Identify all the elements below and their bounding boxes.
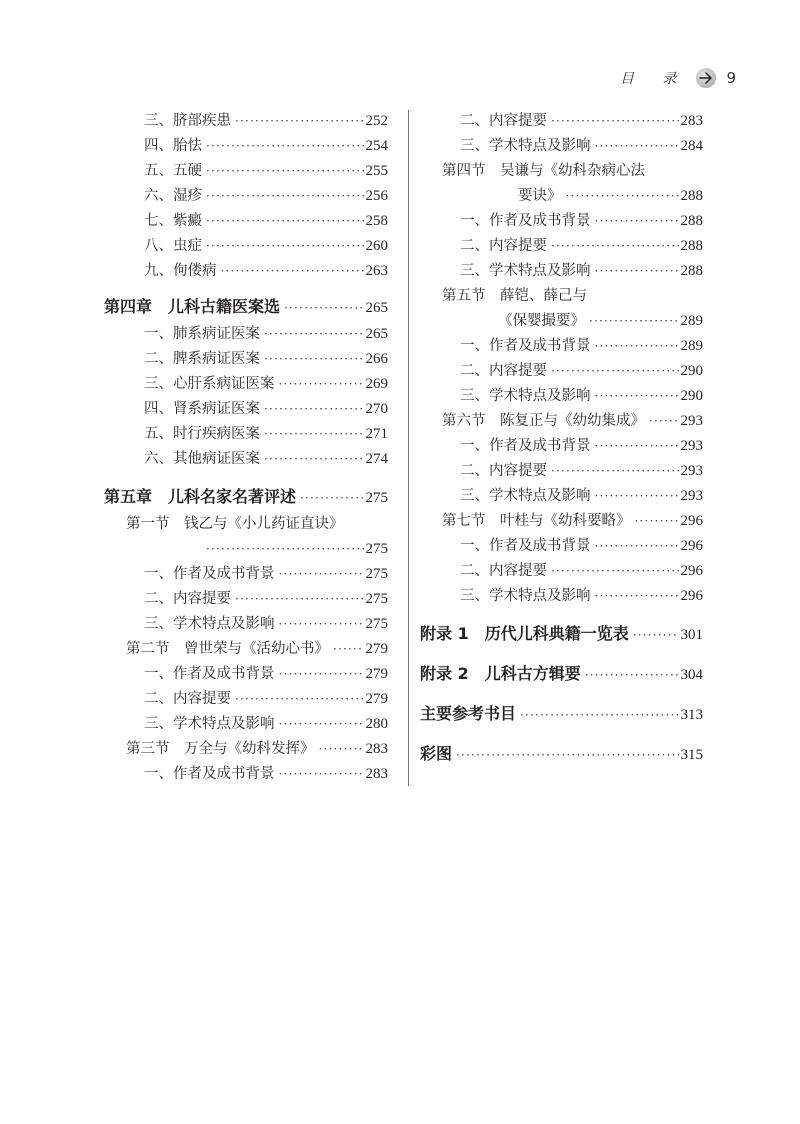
- toc-entry[interactable]: 一、作者及成书背景 ····· 289: [420, 334, 703, 359]
- leader-dots: [279, 562, 364, 587]
- toc-entry[interactable]: 三、学术特点及影响 ····· 275: [104, 612, 388, 637]
- toc-entry[interactable]: 四、胎怯 ····· 254: [104, 134, 388, 159]
- leader-dots: [551, 359, 679, 384]
- leader-dots: [279, 762, 364, 787]
- leader-dots: [551, 459, 679, 484]
- leader-dots: [235, 109, 364, 134]
- leader-dots: [333, 637, 364, 662]
- toc-section-1-page[interactable]: ····· 275: [104, 537, 388, 562]
- leader-dots: [264, 422, 364, 447]
- leader-dots: [206, 234, 364, 259]
- toc-appendix-1[interactable]: 附录 1 历代儿科典籍一览表 ····· 301: [420, 619, 703, 649]
- leader-dots: [206, 537, 364, 562]
- leader-dots: [264, 447, 364, 472]
- header-title: 目 录: [620, 71, 689, 87]
- toc-entry[interactable]: 四、肾系病证医案 ····· 270: [104, 397, 388, 422]
- leader-dots: [566, 184, 679, 209]
- toc-right-column: [420, 109, 703, 769]
- toc-entry[interactable]: 六、其他病证医案 ····· 274: [104, 447, 388, 472]
- leader-dots: [264, 322, 364, 347]
- leader-dots: [206, 184, 364, 209]
- toc-section-5[interactable]: 第五节 薛铠、薛己与: [442, 288, 587, 304]
- toc-entry[interactable]: 九、佝偻病 ····· 263: [104, 259, 388, 284]
- toc-entry[interactable]: 二、内容提要 ····· 296: [420, 559, 703, 584]
- toc-section-5-cont[interactable]: 《保婴撮要》 ····· 289: [420, 309, 703, 334]
- leader-dots: [595, 434, 679, 459]
- toc-entry[interactable]: 六、湿疹 ····· 256: [104, 184, 388, 209]
- toc-section-1[interactable]: 第一节 钱乙与《小儿药证直诀》: [126, 516, 344, 532]
- toc-entry[interactable]: 三、学术特点及影响 ····· 288: [420, 259, 703, 284]
- toc-appendix-2[interactable]: 附录 2 儿科古方辑要 ····· 304: [420, 659, 703, 689]
- leader-dots: [595, 209, 679, 234]
- leader-dots: [595, 259, 679, 284]
- toc-section-7[interactable]: 第七节 叶桂与《幼科要略》 ····· 296: [420, 509, 703, 534]
- toc-entry[interactable]: 一、肺系病证医案 ····· 265: [104, 322, 388, 347]
- toc-color-plates[interactable]: 彩图 ····· 315: [420, 739, 703, 769]
- leader-dots: [456, 740, 678, 770]
- toc-entry[interactable]: 八、虫症 ····· 260: [104, 234, 388, 259]
- toc-entry[interactable]: 二、内容提要 ····· 288: [420, 234, 703, 259]
- leader-dots: [264, 347, 364, 372]
- leader-dots: [595, 334, 679, 359]
- leader-dots: [551, 109, 679, 134]
- leader-dots: [300, 483, 363, 513]
- column-divider: [408, 110, 409, 786]
- leader-dots: [279, 662, 364, 687]
- toc-entry[interactable]: 二、内容提要 ····· 293: [420, 459, 703, 484]
- toc-section-3[interactable]: 第三节 万全与《幼科发挥》 ····· 283: [104, 737, 388, 762]
- toc-section-6[interactable]: 第六节 陈复正与《幼幼集成》 ····· 293: [420, 409, 703, 434]
- toc-entry[interactable]: 二、内容提要 ····· 275: [104, 587, 388, 612]
- toc-entry[interactable]: 一、作者及成书背景 ····· 293: [420, 434, 703, 459]
- toc-entry[interactable]: 一、作者及成书背景 ····· 279: [104, 662, 388, 687]
- toc-entry[interactable]: 五、五硬 ····· 255: [104, 159, 388, 184]
- leader-dots: [585, 660, 679, 690]
- toc-entry[interactable]: 三、学术特点及影响 ····· 293: [420, 484, 703, 509]
- toc-entry[interactable]: 三、学术特点及影响 ····· 296: [420, 584, 703, 609]
- toc-section-2[interactable]: 第二节 曾世荣与《活幼心书》 ····· 279: [104, 637, 388, 662]
- leader-dots: [633, 620, 679, 650]
- toc-section-4[interactable]: 第四节 吴谦与《幼科杂病心法: [442, 163, 645, 179]
- leader-dots: [279, 712, 364, 737]
- toc-entry[interactable]: 二、内容提要 ····· 290: [420, 359, 703, 384]
- leader-dots: [264, 397, 364, 422]
- toc-entry[interactable]: 二、内容提要 ····· 283: [420, 109, 703, 134]
- leader-dots: [279, 372, 364, 397]
- toc-chapter-4[interactable]: 第四章 儿科古籍医案选 ····· 265: [104, 292, 388, 322]
- toc-entry[interactable]: 二、内容提要 ····· 279: [104, 687, 388, 712]
- leader-dots: [595, 484, 679, 509]
- arrow-right-icon: [696, 68, 716, 88]
- leader-dots: [589, 309, 679, 334]
- toc-entry[interactable]: 五、时行疾病医案 ····· 271: [104, 422, 388, 447]
- leader-dots: [206, 159, 364, 184]
- toc-references[interactable]: 主要参考书目 ····· 313: [420, 699, 703, 729]
- toc-entry[interactable]: 二、脾系病证医案 ····· 266: [104, 347, 388, 372]
- leader-dots: [551, 559, 679, 584]
- toc-entry[interactable]: 一、作者及成书背景 ····· 283: [104, 762, 388, 787]
- toc-entry[interactable]: 三、学术特点及影响 ····· 284: [420, 134, 703, 159]
- toc-entry[interactable]: 一、作者及成书背景 ····· 296: [420, 534, 703, 559]
- leader-dots: [284, 293, 363, 323]
- leader-dots: [595, 134, 679, 159]
- toc-entry[interactable]: 七、紫癜 ····· 258: [104, 209, 388, 234]
- toc-entry[interactable]: 三、学术特点及影响 ····· 290: [420, 384, 703, 409]
- running-header: [620, 68, 736, 88]
- leader-dots: [319, 737, 364, 762]
- leader-dots: [595, 584, 679, 609]
- toc-chapter-5[interactable]: 第五章 儿科名家名著评述 ····· 275: [104, 482, 388, 512]
- toc-entry[interactable]: 三、学术特点及影响 ····· 280: [104, 712, 388, 737]
- page-number: 9: [726, 69, 736, 87]
- leader-dots: [595, 384, 679, 409]
- leader-dots: [595, 534, 679, 559]
- toc-entry[interactable]: 三、脐部疾患 ····· 252: [104, 109, 388, 134]
- toc-entry[interactable]: 一、作者及成书背景 ····· 288: [420, 209, 703, 234]
- leader-dots: [520, 700, 678, 730]
- leader-dots: [649, 409, 679, 434]
- leader-dots: [206, 209, 364, 234]
- leader-dots: [279, 612, 364, 637]
- toc-section-4-cont[interactable]: 要诀》 ····· 288: [420, 184, 703, 209]
- leader-dots: [635, 509, 679, 534]
- toc-left-column: [104, 109, 388, 787]
- leader-dots: [551, 234, 679, 259]
- leader-dots: [235, 687, 364, 712]
- leader-dots: [206, 134, 364, 159]
- leader-dots: [235, 587, 364, 612]
- toc-entry[interactable]: 三、心肝系病证医案 ····· 269: [104, 372, 388, 397]
- leader-dots: [221, 259, 364, 284]
- toc-entry[interactable]: 一、作者及成书背景 ····· 275: [104, 562, 388, 587]
